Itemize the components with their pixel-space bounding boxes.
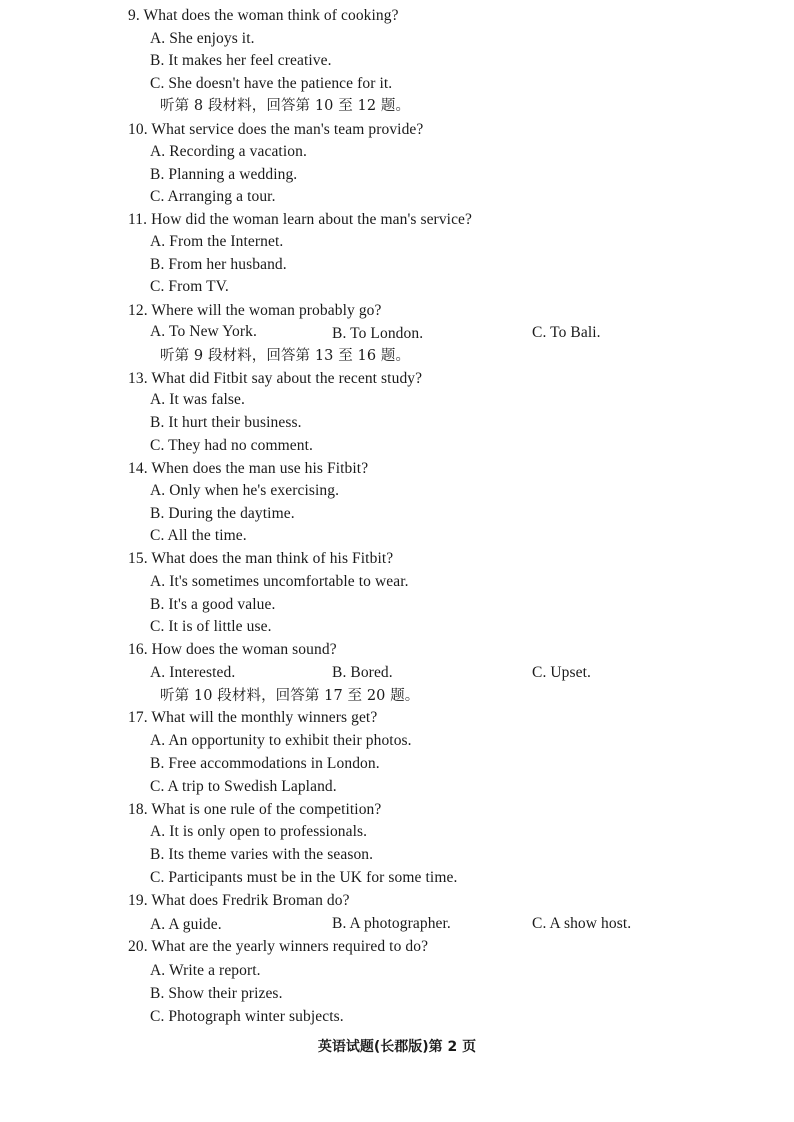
question-20-stem: 20. What are the yearly winners required to do? [128, 938, 429, 955]
question-13-option-a: A. It was false. [150, 391, 246, 408]
question-9-option-b: B. It makes her feel creative. [150, 52, 332, 69]
question-19-option-a: A. A guide. [150, 916, 222, 933]
question-11-option-c: C. From TV. [150, 278, 229, 295]
question-11-option-a: A. From the Internet. [150, 233, 284, 250]
question-15-stem: 15. What does the man think of his Fitbit? [128, 550, 394, 567]
section-10-instruction: 听第 10 段材料，回答第 17 至 20 题。 [160, 688, 420, 704]
question-13-option-c: C. They had no comment. [150, 437, 314, 454]
question-17-option-c: C. A trip to Swedish Lapland. [150, 778, 337, 795]
question-12-option-a: A. To New York. [150, 323, 257, 340]
question-18-stem: 18. What is one rule of the competition? [128, 801, 382, 818]
section-9-instruction: 听第 9 段材料，回答第 13 至 16 题。 [160, 348, 411, 364]
question-17-option-a: A. An opportunity to exhibit their photos. [150, 732, 412, 749]
question-19-option-c: C. A show host. [532, 915, 632, 932]
question-12-option-b: B. To London. [332, 325, 424, 342]
question-15-option-b: B. It's a good value. [150, 596, 276, 613]
question-11-stem: 11. How did the woman learn about the man's service? [128, 211, 473, 228]
question-14-stem: 14. When does the man use his Fitbit? [128, 460, 369, 477]
question-17-stem: 17. What will the monthly winners get? [128, 709, 378, 726]
question-12-option-c: C. To Bali. [532, 324, 601, 341]
question-19-stem: 19. What does Fredrik Broman do? [128, 892, 350, 909]
question-18-option-c: C. Participants must be in the UK for some time. [150, 869, 458, 886]
question-14-option-b: B. During the daytime. [150, 505, 295, 522]
question-14-option-a: A. Only when he's exercising. [150, 482, 340, 499]
question-12-stem: 12. Where will the woman probably go? [128, 302, 382, 319]
page-footer: 英语试题(长郡版)第 2 页 [317, 1039, 477, 1055]
question-20-option-c: C. Photograph winter subjects. [150, 1008, 344, 1025]
question-20-option-a: A. Write a report. [150, 962, 261, 979]
question-15-option-c: C. It is of little use. [150, 618, 272, 635]
question-15-option-a: A. It's sometimes uncomfortable to wear. [150, 573, 409, 590]
question-11-option-b: B. From her husband. [150, 256, 287, 273]
question-9-option-c: C. She doesn't have the patience for it. [150, 75, 393, 92]
question-17-option-b: B. Free accommodations in London. [150, 755, 380, 772]
question-10-option-c: C. Arranging a tour. [150, 188, 276, 205]
question-13-option-b: B. It hurt their business. [150, 414, 302, 431]
question-18-option-a: A. It is only open to professionals. [150, 823, 368, 840]
question-9-stem: 9. What does the woman think of cooking? [128, 7, 399, 24]
question-10-option-b: B. Planning a wedding. [150, 166, 298, 183]
question-13-stem: 13. What did Fitbit say about the recent study? [128, 370, 423, 387]
question-16-option-b: B. Bored. [332, 664, 393, 681]
question-16-option-a: A. Interested. [150, 664, 236, 681]
question-9-option-a: A. She enjoys it. [150, 30, 255, 47]
question-19-option-b: B. A photographer. [332, 915, 451, 932]
question-18-option-b: B. Its theme varies with the season. [150, 846, 374, 863]
question-10-option-a: A. Recording a vacation. [150, 143, 307, 160]
question-20-option-b: B. Show their prizes. [150, 985, 283, 1002]
question-16-option-c: C. Upset. [532, 664, 592, 681]
question-14-option-c: C. All the time. [150, 527, 247, 544]
question-16-stem: 16. How does the woman sound? [128, 641, 337, 658]
question-10-stem: 10. What service does the man's team provide? [128, 121, 424, 138]
section-8-instruction: 听第 8 段材料，回答第 10 至 12 题。 [160, 98, 411, 114]
